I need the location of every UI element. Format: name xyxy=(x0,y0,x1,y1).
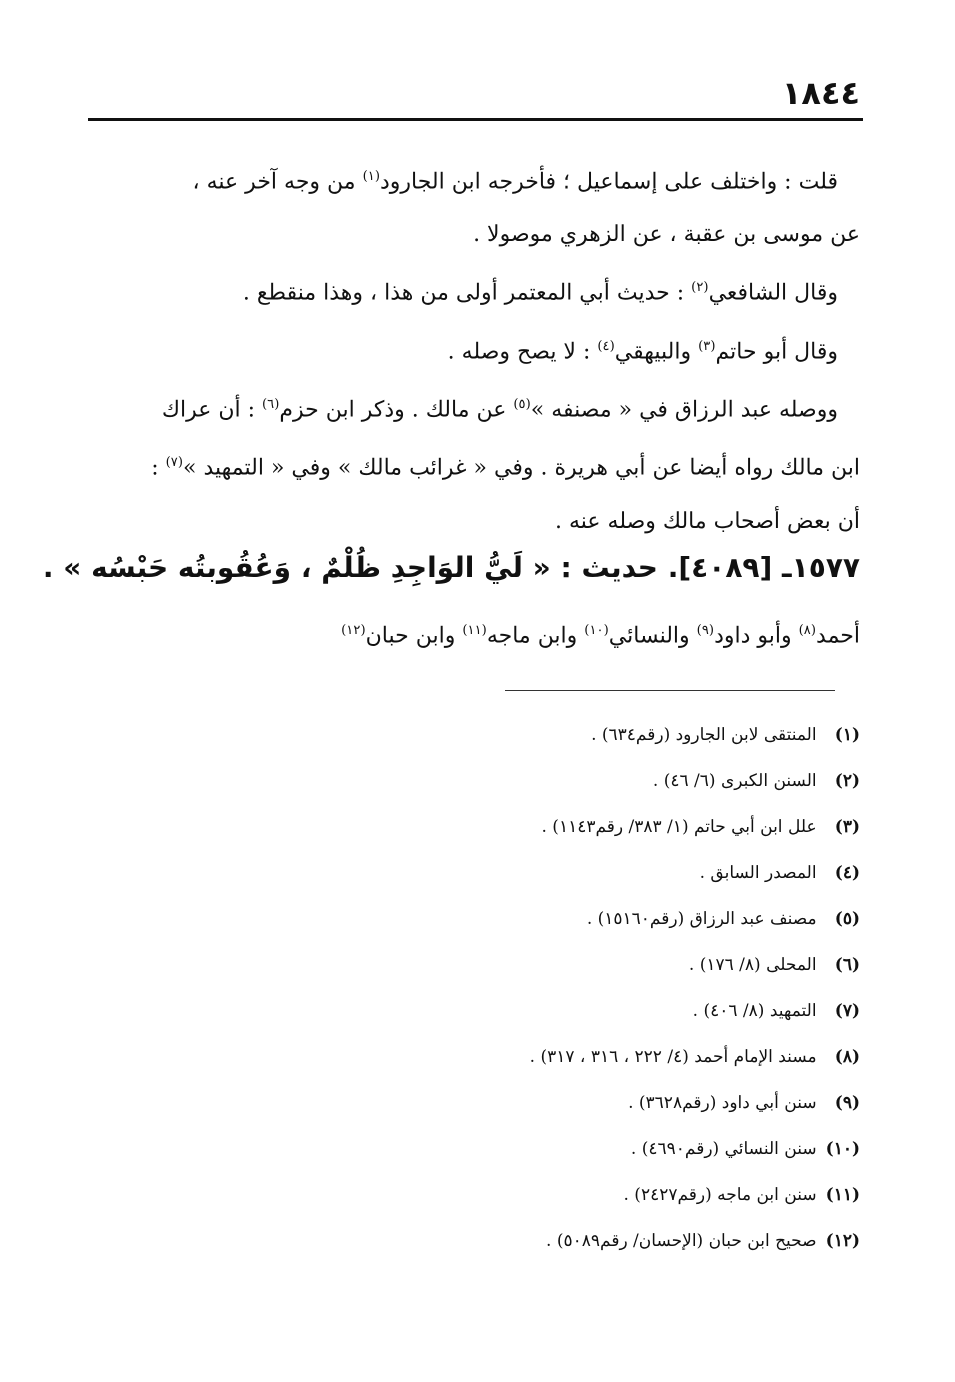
footnote-text: السنن الكبرى (٦/ ٤٦) . xyxy=(652,771,817,791)
footnote-number: (٩) xyxy=(834,1093,860,1113)
footnote-ref[interactable]: (٢) xyxy=(691,280,709,296)
hadith-heading: ١٥٧٧ـ [٤٠٨٩]. حديث : « لَيُّ الوَاجِدِ ظُلْمٌ ، وَعُقُوبتُه حَبْسُه » . xyxy=(42,551,860,584)
footnote-text: المنتقى لابن الجارود (رقم٦٣٤) . xyxy=(591,725,817,745)
footnote-number: (١١) xyxy=(825,1185,860,1205)
footnote-item xyxy=(88,942,860,988)
text-segment: : xyxy=(151,455,166,481)
text-segment: ووصله عبد الرزاق في « مصنفه » xyxy=(530,397,838,423)
footnote-ref[interactable]: (١١) xyxy=(462,623,487,638)
footnote-text: علل ابن أبي حاتم (١/ ٣٨٣/ رقم١١٤٣) . xyxy=(541,817,817,837)
footnote-text: سنن النسائي (رقم٤٦٩٠) . xyxy=(630,1139,817,1159)
footnotes-list xyxy=(88,712,860,1264)
footnote-item xyxy=(88,1172,860,1218)
footnote-number: (٧) xyxy=(834,1001,860,1021)
source-name: والنسائي xyxy=(608,623,697,649)
footnote-item xyxy=(88,1080,860,1126)
footnote-item xyxy=(88,1126,860,1172)
footnote-item xyxy=(88,712,860,758)
main-text xyxy=(88,150,860,548)
text-line xyxy=(88,208,860,261)
footnote-text: المحلى (٨/ ١٧٦) . xyxy=(688,955,817,975)
footnote-number: (٥) xyxy=(834,909,860,929)
footnote-number: (١٠) xyxy=(825,1139,860,1159)
footnote-text: التمهيد (٨/ ٤٠٦) . xyxy=(692,1001,817,1021)
hadith-sources xyxy=(88,606,860,661)
text-segment: عن موسى بن عقبة ، عن الزهري موصولا . xyxy=(473,222,860,248)
text-segment: أن بعض أصحاب مالك وصله عنه . xyxy=(555,508,860,534)
text-line xyxy=(88,150,860,208)
footnote-item xyxy=(88,1034,860,1080)
footnote-ref[interactable]: (١٠) xyxy=(584,623,609,638)
source-name: وابن حبان xyxy=(365,623,463,649)
header-rule xyxy=(88,118,863,121)
footnote-text: سنن ابن ماجه (رقم٢٤٢٧) . xyxy=(623,1185,817,1205)
source-name: وابن ماجه xyxy=(486,623,585,649)
text-line xyxy=(88,320,860,378)
text-segment: عن مالك . وذكر ابن حزم xyxy=(279,397,514,423)
footnote-ref[interactable]: (١) xyxy=(362,169,380,184)
footnote-text: المصدر السابق . xyxy=(699,863,817,883)
text-segment: : أن عراك xyxy=(161,397,262,423)
footnote-text: صحيح ابن حبان (الإحسان/ رقم٥٠٨٩) . xyxy=(546,1231,817,1251)
text-segment: من وجه آخر عنه ، xyxy=(192,169,363,195)
footnote-ref[interactable]: (٤) xyxy=(597,338,615,354)
source-name: وأبو داود xyxy=(714,623,799,649)
text-segment: وقال أبو حاتم xyxy=(715,338,838,364)
text-segment: وقال الشافعي xyxy=(708,280,838,306)
footnote-number: (٢) xyxy=(834,771,860,791)
source-name: أحمد xyxy=(816,623,860,649)
page-number: ١٨٤٤ xyxy=(781,74,860,112)
footnote-item xyxy=(88,850,860,896)
footnote-item xyxy=(88,758,860,804)
text-segment: ابن مالك رواه أيضا عن أبي هريرة . وفي « غرائب مالك » وفي « التمهيد » xyxy=(183,455,860,481)
footnote-ref[interactable]: (٥) xyxy=(513,396,531,412)
footnote-item xyxy=(88,896,860,942)
footnote-ref[interactable]: (١٢) xyxy=(341,623,366,638)
footnote-text: مصنف عبد الرزاق (رقم١٥١٦٠) . xyxy=(586,909,817,929)
footnote-number: (٨) xyxy=(834,1047,860,1067)
footnote-ref[interactable]: (٦) xyxy=(262,396,280,412)
footnote-text: مسند الإمام أحمد (٤/ ٢٢٢ ، ٣١٦ ، ٣١٧) . xyxy=(529,1047,817,1067)
text-segment: : حديث أبي المعتمر أولى من هذا ، وهذا منقطع . xyxy=(242,280,692,306)
footnote-ref[interactable]: (٧) xyxy=(165,455,184,471)
footnote-number: (٦) xyxy=(834,955,860,975)
footnote-number: (١٢) xyxy=(825,1231,860,1251)
footnote-number: (١) xyxy=(834,725,860,745)
footnote-ref[interactable]: (٩) xyxy=(696,623,715,638)
text-segment: قلت : واختلف على إسماعيل ؛ فأخرجه ابن الجارود xyxy=(379,169,838,195)
footnote-item xyxy=(88,804,860,850)
footnote-text: سنن أبي داود (رقم٣٦٢٨) . xyxy=(628,1093,817,1113)
text-segment: والبيهقي xyxy=(614,338,699,364)
text-line xyxy=(88,261,860,319)
footnote-number: (٤) xyxy=(834,863,860,883)
footnote-ref[interactable]: (٨) xyxy=(798,623,817,638)
footnote-number: (٣) xyxy=(834,817,860,837)
text-line xyxy=(88,436,860,494)
text-segment: : لا يصح وصله . xyxy=(447,338,598,364)
footnote-item xyxy=(88,988,860,1034)
footnote-separator xyxy=(505,690,835,691)
footnote-item xyxy=(88,1218,860,1264)
text-line xyxy=(88,378,860,436)
footnote-ref[interactable]: (٣) xyxy=(698,338,716,354)
